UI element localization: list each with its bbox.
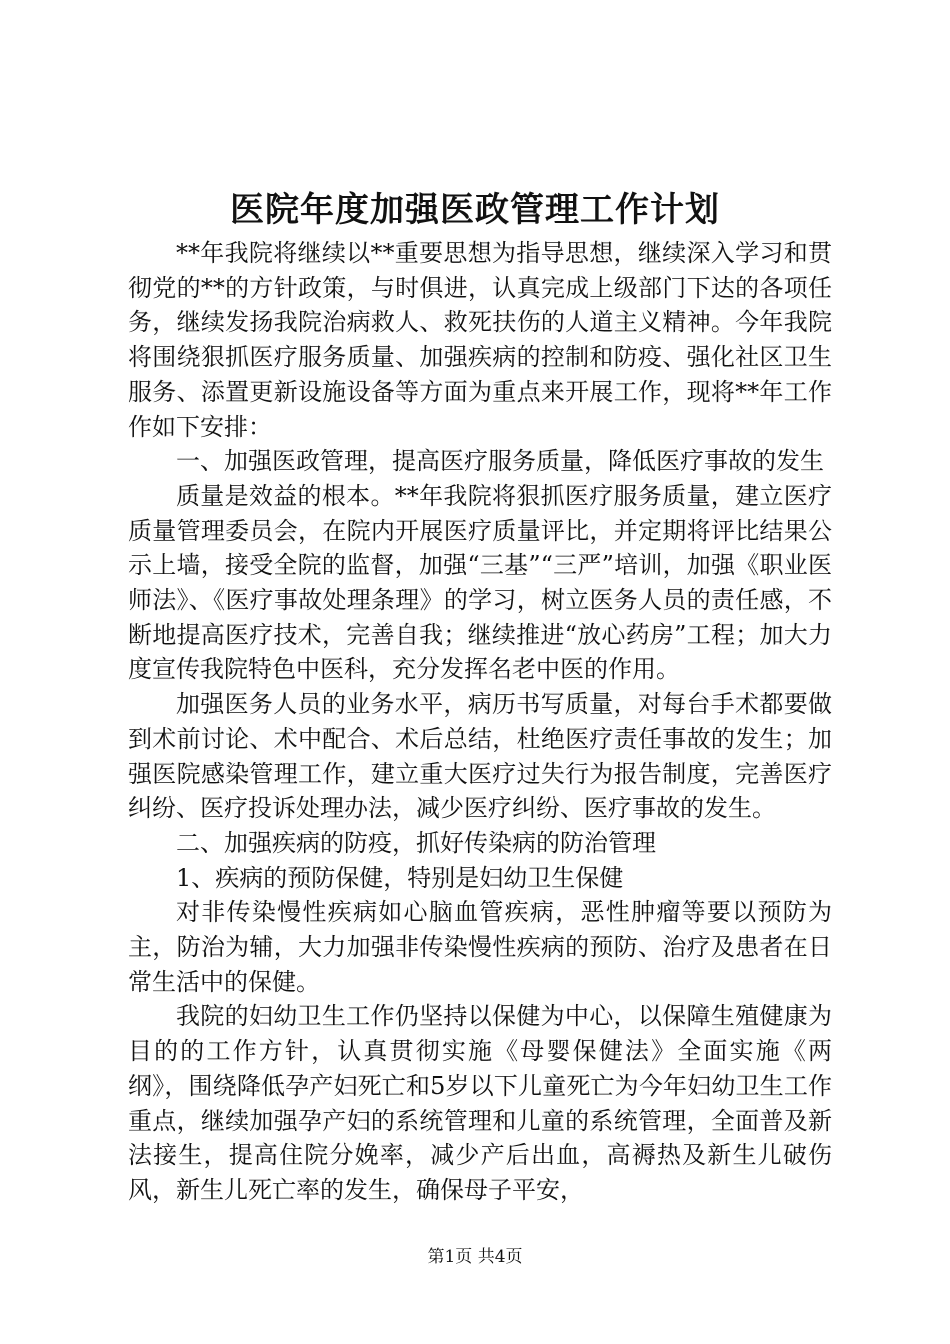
document-body [128, 236, 832, 1208]
heading-section-2: 二、加强疾病的防疫，抓好传染病的防治管理 [176, 828, 656, 857]
paragraph-intro: **年我院将继续以**重要思想为指导思想，继续深入学习和贯彻党的**的方针政策，与时俱进，认真完成上级部门下达的各项任务，继续发扬我院治病救人、救死扶伤的人道主义精神。今年我院将围绕狠抓医疗服务质量、加强疾病的控制和防疫、强化社区卫生服务、添置更新设施设备等方面为重点来开展工作，现将**年工作作如下安排： [128, 239, 832, 441]
heading-subsection-1: 1、疾病的预防保健，特别是妇幼卫生保健 [176, 863, 624, 892]
document-title: 医院年度加强医政管理工作计划 [230, 190, 720, 230]
page-number-footer: 第1页 共4页 [427, 1247, 523, 1267]
paragraph-maternal-child: 我院的妇幼卫生工作仍坚持以保健为中心，以保障生殖健康为目的的工作方针，认真贯彻实施《母婴保健法》全面实施《两纲》，围绕降低孕产妇死亡和5岁以下儿童死亡为今年妇幼卫生工作重点，继续加强孕产妇的系统管理和儿童的系统管理，全面普及新法接生，提高住院分娩率，减少产后出血，高褥热及新生儿破伤风，新生儿死亡率的发生，确保母子平安， [128, 1002, 832, 1204]
heading-section-1: 一、加强医政管理，提高医疗服务质量，降低医疗事故的发生 [176, 447, 824, 476]
paragraph-quality: 质量是效益的根本。**年我院将狠抓医疗服务质量，建立医疗质量管理委员会，在院内开展医疗质量评比，并定期将评比结果公示上墙，接受全院的监督，加强“三基”“三严”培训，加强《职业医师法》、《医疗事故处理条理》的学习，树立医务人员的责任感，不断地提高医疗技术，完善自我；继续推进“放心药房”工程；加大力度宣传我院特色中医科，充分发挥名老中医的作用。 [128, 481, 832, 684]
paragraph-chronic-disease: 对非传染慢性疾病如心脑血管疾病，恶性肿瘤等要以预防为主，防治为辅，大力加强非传染慢性疾病的预防、治疗及患者在日常生活中的保健。 [128, 898, 832, 996]
paragraph-staff-skills: 加强医务人员的业务水平，病历书写质量，对每台手术都要做到术前讨论、术中配合、术后总结，杜绝医疗责任事故的发生；加强医院感染管理工作，建立重大医疗过失行为报告制度，完善医疗纠纷、医疗投诉处理办法，减少医疗纠纷、医疗事故的发生。 [128, 690, 832, 823]
